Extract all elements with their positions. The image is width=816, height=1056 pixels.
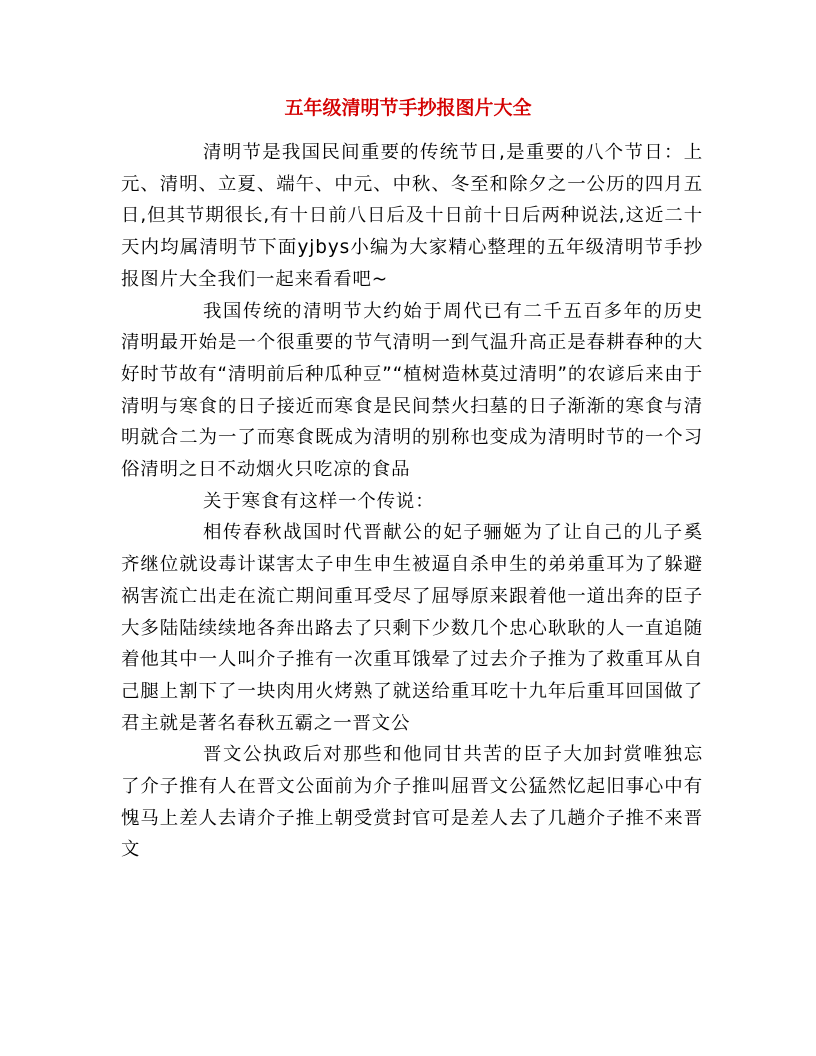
document-title: 五年级清明节手抄报图片大全 — [284, 97, 532, 119]
paragraph-intro: 清明节是我国民间重要的传统节日,是重要的八个节日：上元、清明、立夏、端午、中元、中秋、冬至和除夕之一公历的四月五日,但其节期很长,有十日前八日后及十日前十日后两种说法,这近二十天内均属清明节下面yjbys小编为大家精心整理的五年级清明节手抄报图片大全我们一起来看看吧~ — [121, 142, 703, 290]
paragraph-legend-intro: 关于寒食有这样一个传说： — [203, 490, 435, 512]
paragraph-history: 我国传统的清明节大约始于周代已有二千五百多年的历史清明最开始是一个很重要的节气清明一到气温升高正是春耕春种的大好时节故有“清明前后种瓜种豆”“植树造林莫过清明”的农谚后来由于清明与寒食的日子接近而寒食是民间禁火扫墓的日子渐渐的寒食与清明就合二为一了而寒食既成为清明的别称也变成为清明时节的一个习俗清明之日不动烟火只吃凉的食品 — [121, 300, 703, 481]
paragraph-legend-story: 相传春秋战国时代晋献公的妃子骊姬为了让自己的儿子奚齐继位就设毒计谋害太子申生申生被逼自杀申生的弟弟重耳为了躲避祸害流亡出走在流亡期间重耳受尽了屈辱原来跟着他一道出奔的臣子大多陆陆续续地各奔出路去了只剩下少数几个忠心耿耿的人一直追随着他其中一人叫介子推有一次重耳饿晕了过去介子推为了救重耳从自己腿上割下了一块肉用火烤熟了就送给重耳吃十九年后重耳回国做了君主就是著名春秋五霸之一晋文公 — [121, 522, 703, 734]
document-body — [121, 137, 703, 866]
paragraph-jin-wen-gong: 晋文公执政后对那些和他同甘共苦的臣子大加封赏唯独忘了介子推有人在晋文公面前为介子推叫屈晋文公猛然忆起旧事心中有愧马上差人去请介子推上朝受赏封官可是差人去了几趟介子推不来晋文 — [121, 744, 703, 861]
